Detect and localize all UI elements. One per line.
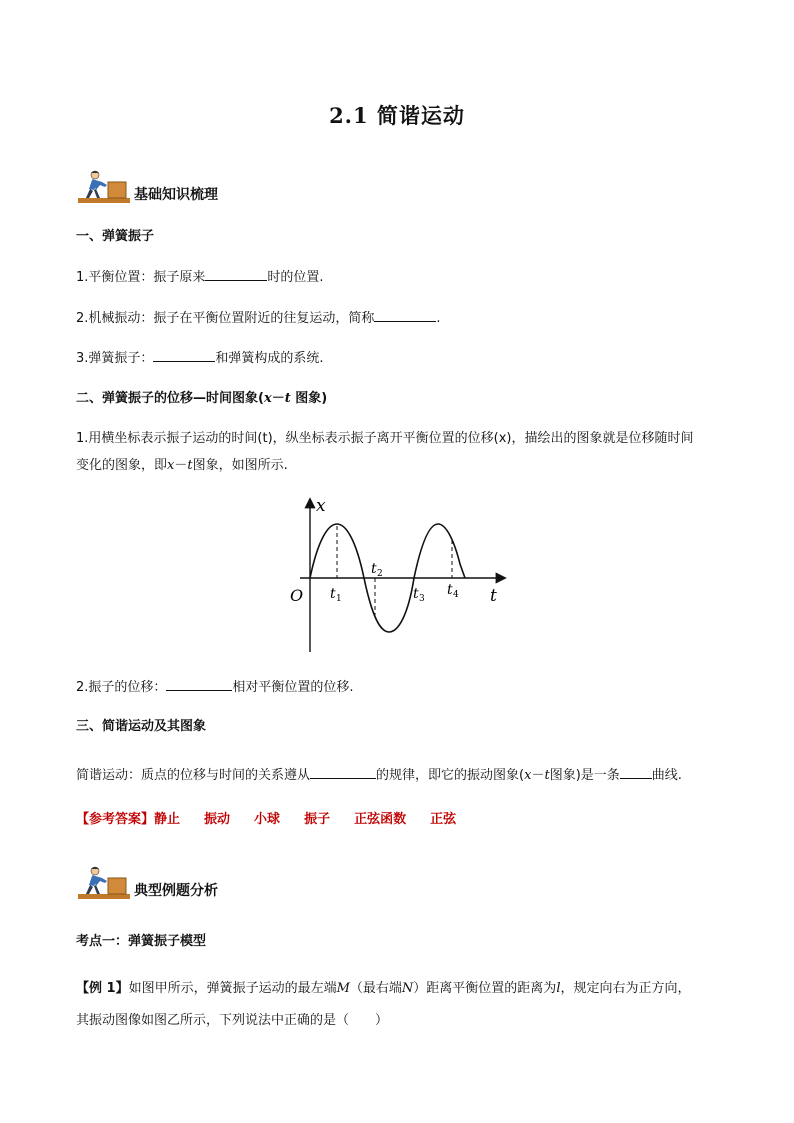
disp-post: 相对平衡位置的位移. [232, 680, 354, 695]
part2-title-x: x [263, 391, 272, 406]
label-t1: t [330, 586, 336, 602]
boy-pushing-box-icon [78, 170, 134, 204]
p2-line2-x: x [167, 458, 175, 473]
part2-paragraph-line2 [76, 457, 288, 475]
answer-6: 正弦 [430, 812, 457, 827]
axis-label-t: t [490, 586, 497, 606]
item-mechanical-vibration [76, 309, 441, 328]
part2-title-post: 图象) [290, 391, 328, 406]
label-t2: t [371, 561, 377, 577]
section-title-examples: 典型例题分析 [134, 883, 218, 899]
section-header-examples [78, 866, 278, 906]
answer-blank-2 [374, 309, 436, 322]
part2-title-pre: 二、弹簧振子的位移—时间图象( [76, 391, 264, 406]
section-title-basics: 基础知识梳理 [134, 187, 218, 203]
example-l: l [556, 981, 561, 996]
answer-3: 小球 [254, 812, 281, 827]
shm-mid2: 图象)是一条 [549, 768, 620, 783]
disp-pre: 2.振子的位移： [76, 680, 167, 695]
example-1-line2: 其振动图像如图乙所示，下列说法中正确的是（ ） [76, 1013, 389, 1028]
shm-mid: 的规律，即它的振动图象( [376, 768, 525, 783]
axis-label-x: x [316, 496, 326, 516]
item3-pre: 3.弹簧振子： [76, 351, 154, 366]
shm-x: x [524, 768, 532, 783]
answer-2: 振动 [204, 812, 231, 827]
item1-post: 时的位置. [267, 270, 324, 285]
answer-blank-6 [620, 766, 652, 779]
example-M: M [336, 981, 350, 996]
item3-post: 和弹簧构成的系统. [215, 351, 324, 366]
label-t4: t [447, 582, 453, 598]
item-balance-position [76, 268, 324, 287]
label-t3-sub: 3 [419, 594, 425, 604]
item2-post: . [436, 311, 441, 326]
shm-post: 曲线. [651, 768, 682, 783]
example-line1-b: （最右端 [349, 981, 402, 996]
item-spring-oscillator [76, 349, 324, 368]
page-title: 2.1 简谐运动 [329, 103, 465, 128]
answer-blank-3 [153, 349, 215, 362]
section-header-basics [78, 170, 278, 210]
example-line1-a: 如图甲所示，弹簧振子运动的最左端 [128, 981, 337, 996]
shm-pre: 简谐运动：质点的位移与时间的关系遵从 [76, 768, 311, 783]
part1-title: 一、弹簧振子 [76, 229, 155, 244]
kaodian-title: 考点一：弹簧振子模型 [76, 934, 207, 949]
origin-label: O [290, 586, 304, 605]
part2-title-mid: － [271, 391, 285, 406]
part2-title-t: t [284, 391, 291, 406]
answer-blank-4 [166, 678, 232, 691]
example-N: N [401, 981, 414, 996]
example-line1-d: ，规定向右为正方向， [560, 981, 691, 996]
answer-blank-5 [310, 766, 376, 779]
label-t3: t [413, 586, 419, 602]
reference-answers [76, 811, 480, 829]
shm-definition [76, 766, 682, 785]
label-t4-sub: 4 [453, 590, 459, 600]
part2-paragraph-line1: 1.用横坐标表示振子运动的时间(t)，纵坐标表示振子离开平衡位置的位移(x)，描绘出的图象就是位移随时间 [76, 431, 694, 446]
item1-pre: 1.平衡位置：振子原来 [76, 270, 206, 285]
shm-dash: － [531, 768, 545, 783]
answer-1: 静止 [154, 812, 181, 827]
label-t2-sub: 2 [377, 569, 383, 579]
example-line1-c: ）距离平衡位置的距离为 [413, 981, 557, 996]
item2-pre: 2.机械振动：振子在平衡位置附近的往复运动，简称 [76, 311, 375, 326]
p2-line2-t: t [187, 458, 193, 473]
displacement-time-graph [282, 490, 512, 660]
example-1-line1 [76, 980, 691, 998]
p2-line2-pre: 变化的图象，即 [76, 458, 168, 473]
label-t1-sub: 1 [336, 594, 342, 604]
answers-label: 【参考答案】 [76, 812, 155, 827]
answer-4: 振子 [304, 812, 331, 827]
shm-t: t [544, 768, 550, 783]
part3-title: 三、简谐运动及其图象 [76, 719, 207, 734]
p2-line2-mid: － [174, 458, 188, 473]
answer-5: 正弦函数 [354, 812, 407, 827]
p2-line2-post: 图象，如图所示. [192, 458, 288, 473]
item-oscillator-displacement [76, 678, 354, 697]
answer-blank-1 [205, 268, 267, 281]
part2-title [76, 390, 327, 408]
boy-pushing-box-icon [78, 866, 134, 900]
example-label: 【例 1】 [76, 981, 129, 996]
